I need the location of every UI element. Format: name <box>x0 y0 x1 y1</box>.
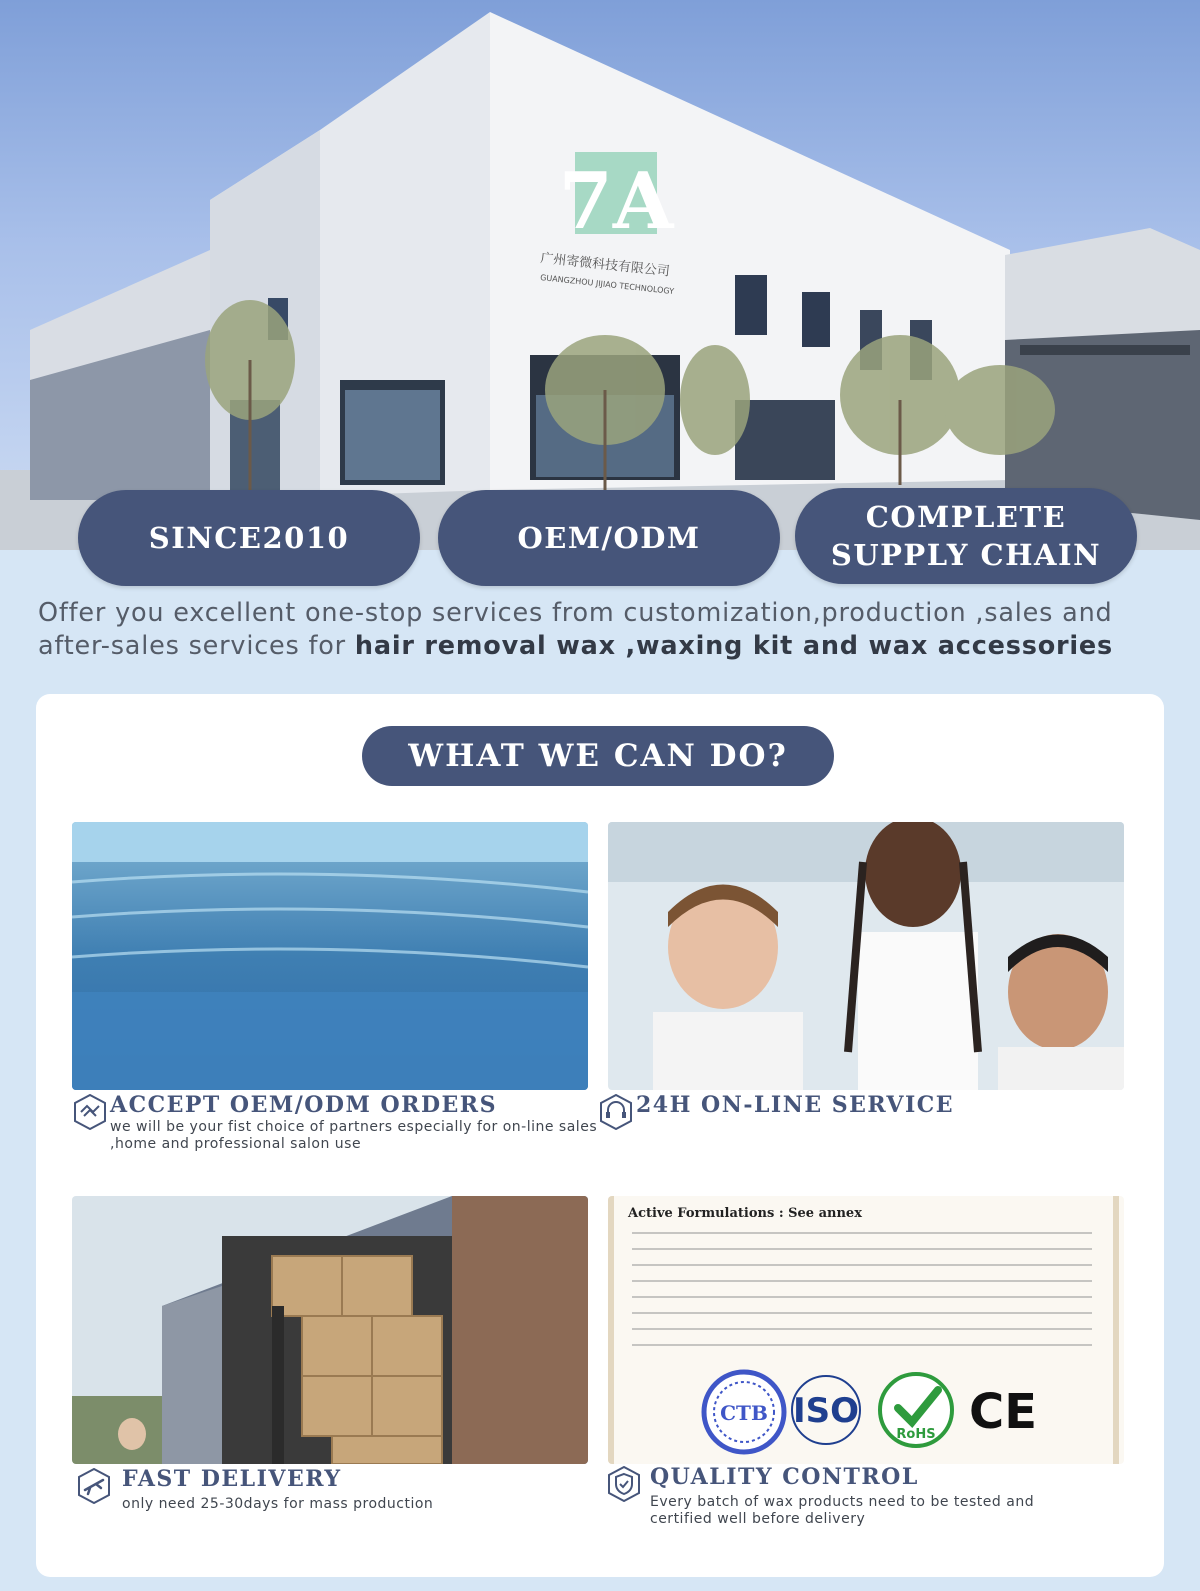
feature-title: ACCEPT OEM/ODM ORDERS <box>110 1092 497 1118</box>
feature-description: we will be your fist choice of partners especially for on-line sales ,home and professional salon use <box>110 1119 598 1152</box>
services-card <box>36 694 1164 1577</box>
section-title: WHAT WE CAN DO? <box>362 726 834 786</box>
svg-text:GUANGZHOU JIJIAO TECHNOLOGY: GUANGZHOU JIJIAO TECHNOLOGY <box>539 273 675 297</box>
svg-text:CTB: CTB <box>720 1401 768 1425</box>
feature-description: only need 25-30days for mass production <box>122 1496 434 1512</box>
certificate-heading: Active Formulations : See annex <box>628 1206 862 1221</box>
pill-since: SINCE2010 <box>78 490 420 586</box>
airplane-icon <box>76 1468 112 1504</box>
feature-title: 24H ON-LINE SERVICE <box>636 1092 955 1118</box>
svg-text:广州寄微科技有限公司: 广州寄微科技有限公司 <box>539 251 671 280</box>
iso-badge <box>792 1376 860 1444</box>
feature-title: QUALITY CONTROL <box>650 1464 919 1490</box>
shipping-container-photo <box>72 1196 588 1464</box>
certificate-photo <box>608 1196 1124 1464</box>
shield-check-icon <box>606 1466 642 1502</box>
highlight-pills <box>0 490 1200 590</box>
rohs-badge <box>880 1374 952 1446</box>
ce-badge: CE <box>968 1384 1038 1440</box>
feature-title: FAST DELIVERY <box>122 1466 342 1492</box>
handshake-icon <box>72 1094 108 1130</box>
svg-text:7A: 7A <box>558 156 674 247</box>
service-team-photo <box>608 822 1124 1090</box>
intro-text-bold: hair removal wax ,waxing kit and wax accessories <box>354 631 1114 661</box>
factory-building-illustration <box>0 0 1200 550</box>
svg-text:ISO: ISO <box>792 1391 860 1431</box>
intro-text-regular: Offer you excellent one-stop services from customization,production ,sales and after-sales services for <box>38 598 1113 661</box>
ctb-badge <box>704 1372 784 1452</box>
feature-description: Every batch of wax products need to be tested and certified well before delivery <box>650 1494 1035 1527</box>
pill-supply-chain: COMPLETE SUPPLY CHAIN <box>795 488 1137 584</box>
headset-icon <box>598 1094 634 1130</box>
svg-text:RoHS: RoHS <box>896 1427 936 1442</box>
wax-beads-photo <box>72 822 588 1090</box>
intro-text <box>38 597 1178 663</box>
hero-factory-photo <box>0 0 1200 550</box>
pill-oem-odm: OEM/ODM <box>438 490 780 586</box>
